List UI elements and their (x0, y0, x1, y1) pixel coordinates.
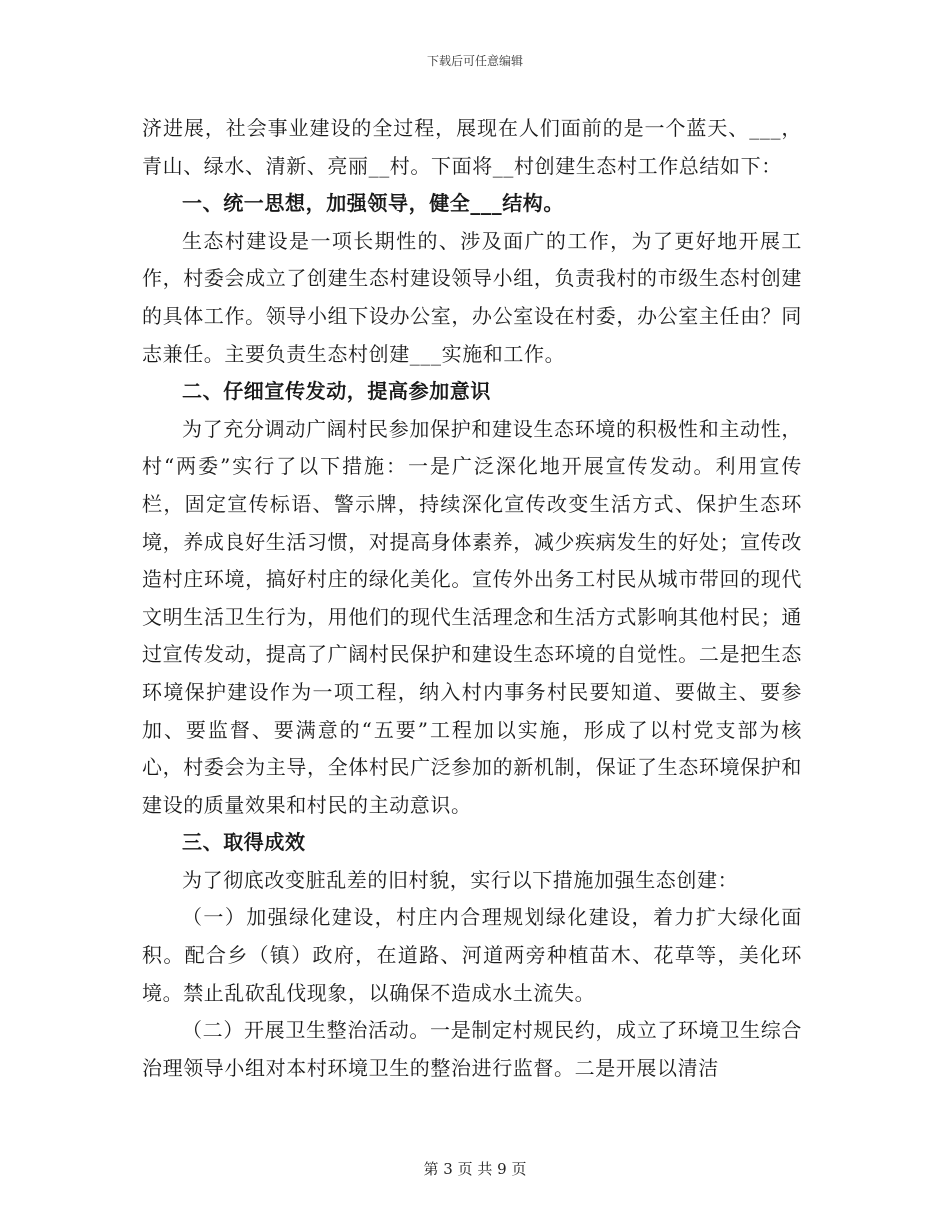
paragraph: （二）开展卫生整治活动。一是制定村规民约，成立了环境卫生综合治理领导小组对本村环境卫生的整治进行监督。二是开展以清洁 (142, 1018, 802, 1080)
section-heading: 二、仔细宣传发动，提高参加意识 (182, 379, 491, 404)
paragraph: 济进展，社会事业建设的全过程，展现在人们面前的是一个蓝天、___，青山、绿水、清新、亮丽__村。下面将__村创建生态村工作总结如下： (142, 116, 802, 178)
section-heading: 三、取得成效 (182, 830, 306, 855)
page-number: 第 3 页 共 9 页 (423, 1160, 527, 1178)
paragraph: 为了彻底改变脏乱差的旧村貌，实行以下措施加强生态创建： (182, 867, 739, 892)
section-heading: 一、统一思想，加强领导，健全___结构。 (182, 191, 564, 216)
paragraph: 生态村建设是一项长期性的、涉及面广的工作，为了更好地开展工作，村委会成立了创建生态村建设领导小组，负责我村的市级生态村创建的具体工作。领导小组下设办公室，办公室设在村委，办公室主任由？同志兼任。主要负责生态村创建___实施和工作。 (142, 228, 802, 366)
document-body (142, 110, 802, 1087)
paragraph: 为了充分调动广阔村民参加保护和建设生态环境的积极性和主动性，村“两委”实行了以下措施：一是广泛深化地开展宣传发动。利用宣传栏，固定宣传标语、警示牌，持续深化宣传改变生活方式、保护生态环境，养成良好生活习惯，对提高身体素养，减少疾病发生的好处；宣传改造村庄环境，搞好村庄的绿化美化。宣传外出务工村民从城市带回的现代文明生活卫生行为，用他们的现代生活理念和生活方式影响其他村民；通过宣传发动，提高了广阔村民保护和建设生态环境的自觉性。二是把生态环境保护建设作为一项工程，纳入村内事务村民要知道、要做主、要参加、要监督、要满意的“五要”工程加以实施，形成了以村党支部为核心，村委会为主导，全体村民广泛参加的新机制，保证了生态环境保护和建设的质量效果和村民的主动意识。 (142, 416, 802, 817)
paragraph: （一）加强绿化建设，村庄内合理规划绿化建设，着力扩大绿化面积。配合乡（镇）政府，在道路、河道两旁种植苗木、花草等，美化环境。禁止乱砍乱伐现象，以确保不造成水土流失。 (142, 905, 802, 1005)
header-note: 下载后可任意编辑 (426, 54, 523, 68)
